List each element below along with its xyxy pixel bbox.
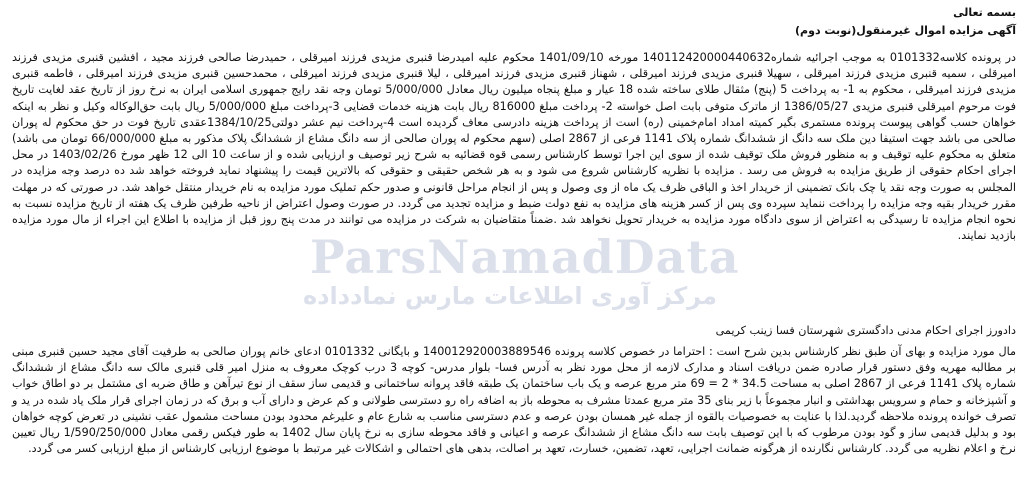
property-description-paragraph: مال مورد مزایده و بهای آن طبق نظر کارشناس بدین شرح است : احتراما در خصوص کلاسه پرونده 140012920003889546 و بایگانی 0101332 ادعای خانم پوران صالحی به طرفیت آقای مجید حسین قنبری مبنی بر مطالبه مهریه وفق دستور قرار صادره ضمن دریافت اسناد و مدارک لازمه از محل مورد نظر به آدرس فسا- بلوار مدرس- کوچه 3 درب کوچک معروف به منزل امیر قلی قنبری مالک سه دانگ مشاع از ششدانگ شماره پلاک 1141 فرعی از 2867 اصلی به مساحت 34.5 * 2 = 69 متر مربع عرصه و یک باب ساختمان یک طبقه فاقد پروانه ساختمانی و قدیمی ساز سقف از نوع تیرآهن و طاق ضربه ای مشتمل بر دو اطاق خواب و آشپزخانه و حمام و سرویس بهداشتی و انبار مجموعاً با زیر بنای 35 متر مربع عمدتا مشرف به محوطه باز به اضافه راه رو دسترسی طولانی و کم عرض و دارای آب و برق که در زمان اجرای قرار ملک یاد شده در ید و تصرف خوانده پرونده ملاحظه گردید.لذا با عنایت به خصوصیات بالقوه از جمله غیر همسان بودن عرصه و عدم دسترسی مناسب به شارع عام و علیرغم محدود بودن مساحت مشمول عقب نشینی در تعرض کوچه خواهان بود و بدلیل قدیمی ساز و گود بودن مرطوب که با این توصیف بابت سه دانگ مشاع از ششدانگ عرصه و اعیانی و فاقد محوطه سازی به نرخ پایان سال 1402 به طور فیکس رقمی معادل 1/590/250/000 ریال تعیین نرخ و اعلام نظریه می گردد. کارشناس نگارنده از هرگونه ضمانت اجرایی، تعهد، تضمین، خسارت، تعهد بر اصالت، بدهی های احتمالی و اشکالات غیر مرتبط با موضوع ارزیابی کارشناس از مبلغ ارزیابی کسر می گردد. (12, 345, 1017, 456)
auction-details-paragraph: در پرونده کلاسه0101332 به موجب اجرائیه شماره140112420000440632 مورخه 1401/09/10 محکوم علیه امیدرضا قنبری مزیدی فرزند امیرقلی ، حمیدرضا صالحی فرزند مجید ، افشین قنبری مزیدی فرزند امیرقلی ، سمیه قنبری مزیدی فرزند امیرقلی ، سهیلا قنبری مزیدی فرزند امیرقلی ، شهناز قنبری مزیدی فرزند امیرقلی ، لیلا قنبری مزیدی فرزند امیرقلی ، محمدحسین قنبری مزیدی فرزند امیرقلی ، فاطمه قنبری مزیدی فرزند امیرقلی ، محکوم به 1- به پرداخت 5 (پنج) مثقال طلای ساخته شده 18 عیار و مبلغ پنجاه میلیون ریال معادل 5/000/000 تومان وجه نقد رایج جمهوری اسلامی ایران به نرخ روز از تاریخ عقد لغایت تاریخ فوت مرحوم امیرقلی قنبری مزیدی 1386/05/27 از ماترک متوفی بابت اصل خواسته 2- پرداخت مبلغ 816000 ریال بابت هزینه خدمات قضایی 3-پرداخت مبلغ 5/000/000 ریال بابت حق‌الوکاله وکیل و نظر به اینکه خواهان حسب گواهی پیوست پرونده مستمری بگیر کمیته امداد امام‌خمینی (ره) است از پرداخت هزینه دادرسی معاف گردیده است 4-پرداخت نیم عشر دولتی1384/10/25عقدی تاریخ فوت در حق محکوم له پوران صالحی می باشد جهت استیفا دین ملک سه دانگ از ششدانگ شماره پلاک 1141 فرعی از 2867 اصلی (سهم محکوم له پوران صالحی از سه دانگ مشاع از ششدانگ پلاک مذکور به مبلغ 66/000/000 تومان می باشد) متعلق به محکوم علیه توقیف و به منظور فروش ملک توقیف شده از سوی این اجرا توسط کارشناس رسمی قوه قضائیه به شرح زیر توصیف و ارزیابی شده و از ساعت 10 الی 12 ظهر مورخ 1403/02/26 در محل اجرای احکام حقوقی از طریق مزایده به فروش می رسد . مزایده با نظریه کارشناس شروع می شود و به هر شخص حقیقی و حقوقی که بالاترین قیمت را پیشنهاد نماید فروخته خواهد شد ده درصد وجه مزایده در المجلس به صورت وجه نقد یا چک بانک تضمینی از خریدار اخذ و الباقی ظرف یک ماه از وی وصول و پس از انجام مراحل قانونی و صدور حکم تملیک مورد مزایده به نام خریدار منتقل خواهد شد. در صورتی که در مهلت مقرر خریدار بقیه وجه مزایده را پرداخت ننماید سپرده وی پس از کسر هزینه های مزایده به نفع دولت ضبط و مزایده تجدید می گردد. در صورت وصول اعتراض از ناحیه طرفین ظرف یک هفته از تاریخ مزایده نسبت به نحوه انجام مزایده تا رسیدگی به اعتراض از سوی دادگاه مورد مزایده به خریدار تحویل نخواهد شد .ضمناً متقاضیان به شرکت در مزایده می توانند در مدت پنج روز قبل از مزایده با اطلاع این اجراء از مال مورد مزایده بازدید نمایند. (12, 51, 1016, 243)
watermark-main-text: ParsNamadData (310, 230, 740, 284)
signature-line: دادورز اجرای احکام مدنی دادگستری شهرستان فسا زینب کریمی (715, 324, 1016, 337)
notice-header (8, 4, 1016, 40)
watermark-sub-text: مرکز آوری اطلاعات مارس نمادداده (303, 282, 717, 310)
notice-opening: بسمه تعالی (953, 6, 1016, 19)
notice-title: آگهی مزایده اموال غیرمنقول(نوبت دوم) (795, 24, 1016, 37)
